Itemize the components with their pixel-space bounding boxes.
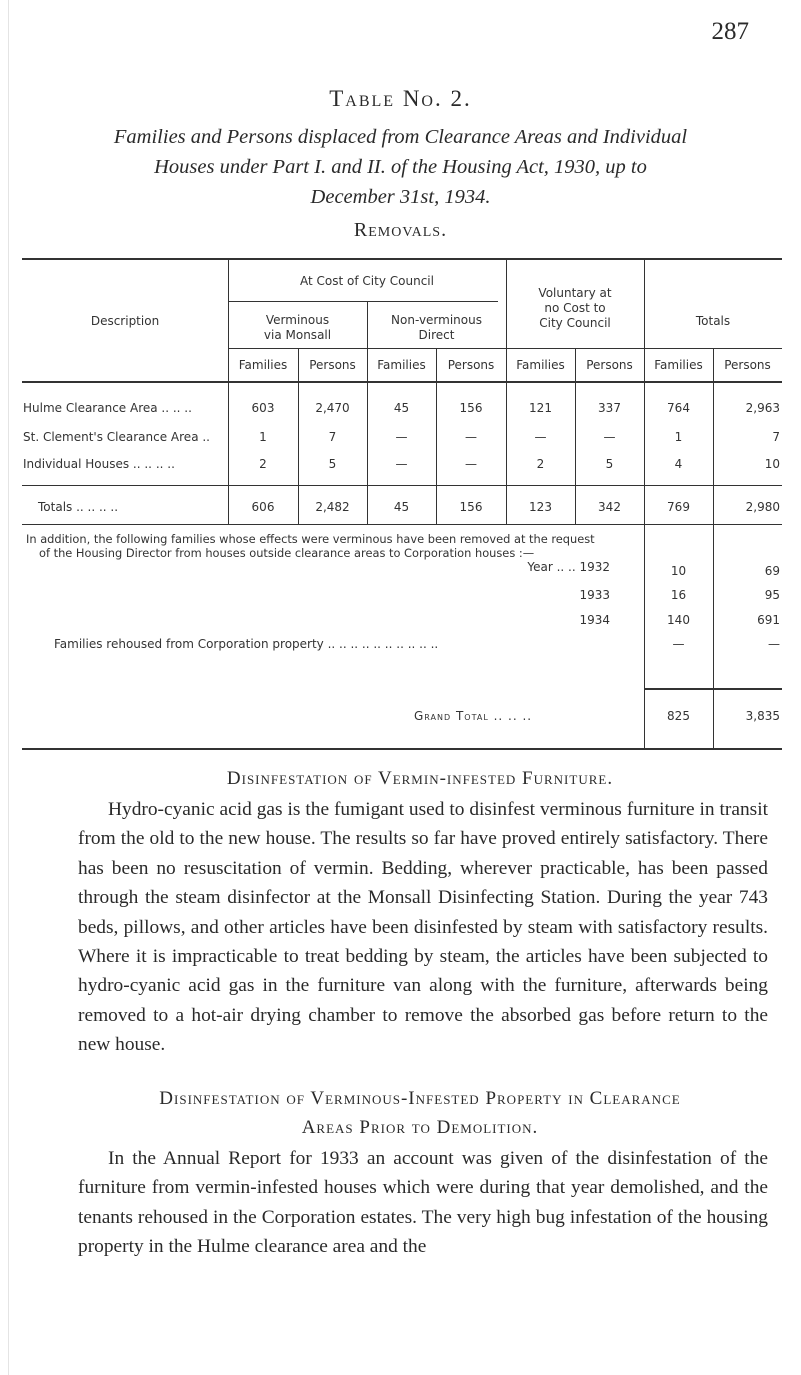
cell: 16 <box>670 588 687 602</box>
cell: 10 <box>670 564 687 578</box>
addition-text-line: of the Housing Director from houses outside clearance areas to Corporation houses :— <box>39 546 535 560</box>
cell: 2 <box>259 457 267 471</box>
rule <box>228 301 498 302</box>
cell: — <box>465 457 477 471</box>
cell: 3,835 <box>745 709 780 723</box>
section-paragraph <box>78 1144 768 1262</box>
cell: 140 <box>667 613 690 627</box>
cell: 121 <box>529 401 552 415</box>
page-number: 287 <box>711 18 749 45</box>
header-non-verminous-2: Direct <box>418 328 455 342</box>
cell: 2 <box>536 457 545 471</box>
row-label: Totals .. .. .. .. <box>38 500 119 514</box>
cell: — <box>603 430 616 444</box>
section-heading: Disinfestation of Vermin-infested Furniture. <box>226 768 614 789</box>
header-families: Families <box>516 358 565 372</box>
header-families: Families <box>377 358 426 372</box>
removals-table <box>22 258 782 750</box>
header-verminous-1: Verminous <box>265 313 330 327</box>
row-label: Hulme Clearance Area .. .. .. <box>23 401 192 415</box>
rule <box>22 524 782 525</box>
cell: 156 <box>459 401 483 415</box>
cell: 1 <box>259 430 267 444</box>
addition-text-line: In addition, the following families whose effects were verminous have been removed at the request <box>26 532 595 546</box>
cell: 45 <box>393 401 410 415</box>
cell: 342 <box>598 500 621 514</box>
cell: 2,980 <box>745 500 780 514</box>
cell: 95 <box>764 588 780 602</box>
caption-line: December 31st, 1934. <box>310 186 491 208</box>
cell: 5 <box>328 457 337 471</box>
header-persons: Persons <box>586 358 633 372</box>
cell: 69 <box>764 564 780 578</box>
rule <box>22 485 782 486</box>
header-bottom-rule <box>22 381 782 383</box>
year-label: 1934 <box>579 613 610 627</box>
paragraph-text: Hydro-cyanic acid gas is the fumigant used to disinfest verminous furniture in transit from the old to the new house. The results so far have proved entirely satisfactory. There has been no resuscitation of vermin. Bedding, wherever practicable, has been passed through the steam disinfector at the Monsall Disinfecting Station. During the year 743 beds, pillows, and other articles have been disinfested by steam with satisfactory results. Where it is impracticable to treat bedding by steam, the articles have been subjected to hydro-cyanic acid gas in the furniture van along with the furniture, afterwards being removed to a hot-air drying chamber to remove the absorbed gas before return to the new house. <box>78 799 768 1056</box>
cell: 45 <box>393 500 410 514</box>
cell: 4 <box>674 457 683 471</box>
header-families: Families <box>654 358 703 372</box>
cell: 2,470 <box>315 401 350 415</box>
table-caption <box>0 122 801 212</box>
cell: 825 <box>667 709 690 723</box>
cell: 7 <box>328 430 337 444</box>
cell: 606 <box>251 500 275 514</box>
cell: 769 <box>667 500 690 514</box>
cell: — <box>534 430 547 444</box>
section-heading: Disinfestation of Verminous-Infested Property in Clearance <box>159 1088 681 1109</box>
col-rule <box>228 258 229 524</box>
caption-line: Families and Persons displaced from Clearance Areas and Individual <box>113 126 688 148</box>
cell: — <box>465 430 477 444</box>
cell: 764 <box>667 401 690 415</box>
header-non-verminous-1: Non-verminous <box>391 313 482 327</box>
header-voluntary-2: no Cost to <box>544 301 606 315</box>
table-top-rule <box>22 258 782 260</box>
header-persons: Persons <box>309 358 356 372</box>
cell: — <box>768 637 780 651</box>
year-label: 1933 <box>579 588 610 602</box>
header-voluntary-3: City Council <box>539 316 611 330</box>
table-bottom-rule <box>22 748 782 750</box>
table-number: Table No. 2. <box>329 86 472 111</box>
cell: 337 <box>598 401 621 415</box>
cell: 1 <box>674 430 683 444</box>
row-label: Individual Houses .. .. .. .. <box>23 457 175 471</box>
header-persons: Persons <box>724 358 771 372</box>
cell: 10 <box>764 457 780 471</box>
section-heading: Areas Prior to Demolition. <box>301 1117 539 1138</box>
header-totals: Totals <box>695 314 731 328</box>
cell: 7 <box>772 430 780 444</box>
grand-total-label: Grand Total .. .. .. <box>414 709 533 723</box>
cell: 123 <box>529 500 552 514</box>
row-label: St. Clement's Clearance Area .. <box>23 430 210 444</box>
header-description: Description <box>90 314 160 328</box>
cell: — <box>395 430 408 444</box>
table-subtitle: Removals. <box>353 219 448 241</box>
caption-line: Houses under Part I. and II. of the Housing Act, 1930, up to <box>154 156 647 178</box>
year-label: Year .. .. 1932 <box>527 560 610 574</box>
cell: 691 <box>757 613 780 627</box>
paragraph-text: In the Annual Report for 1933 an account was given of the disinfestation of the furniture from vermin-infested houses which were during that year demolished, and the tenants rehoused in the Corporation estates. The very high bug infestation of the housing property in the Hulme clearance area and the <box>78 1148 768 1258</box>
header-voluntary-1: Voluntary at <box>538 286 612 300</box>
cell: 603 <box>251 401 275 415</box>
header-verminous-2: via Monsall <box>263 328 332 342</box>
header-families: Families <box>238 358 288 372</box>
cell: 2,482 <box>315 500 350 514</box>
cell: 2,963 <box>745 401 780 415</box>
header-persons: Persons <box>447 358 495 372</box>
cell: — <box>672 637 685 651</box>
rule <box>228 348 782 349</box>
cell: 5 <box>605 457 614 471</box>
cell: 156 <box>459 500 483 514</box>
rehoused-label: Families rehoused from Corporation property .. .. .. .. .. .. .. .. .. .. <box>54 637 439 651</box>
cell: — <box>395 457 408 471</box>
header-at-cost: At Cost of City Council <box>300 274 434 288</box>
section-paragraph <box>78 795 768 1060</box>
